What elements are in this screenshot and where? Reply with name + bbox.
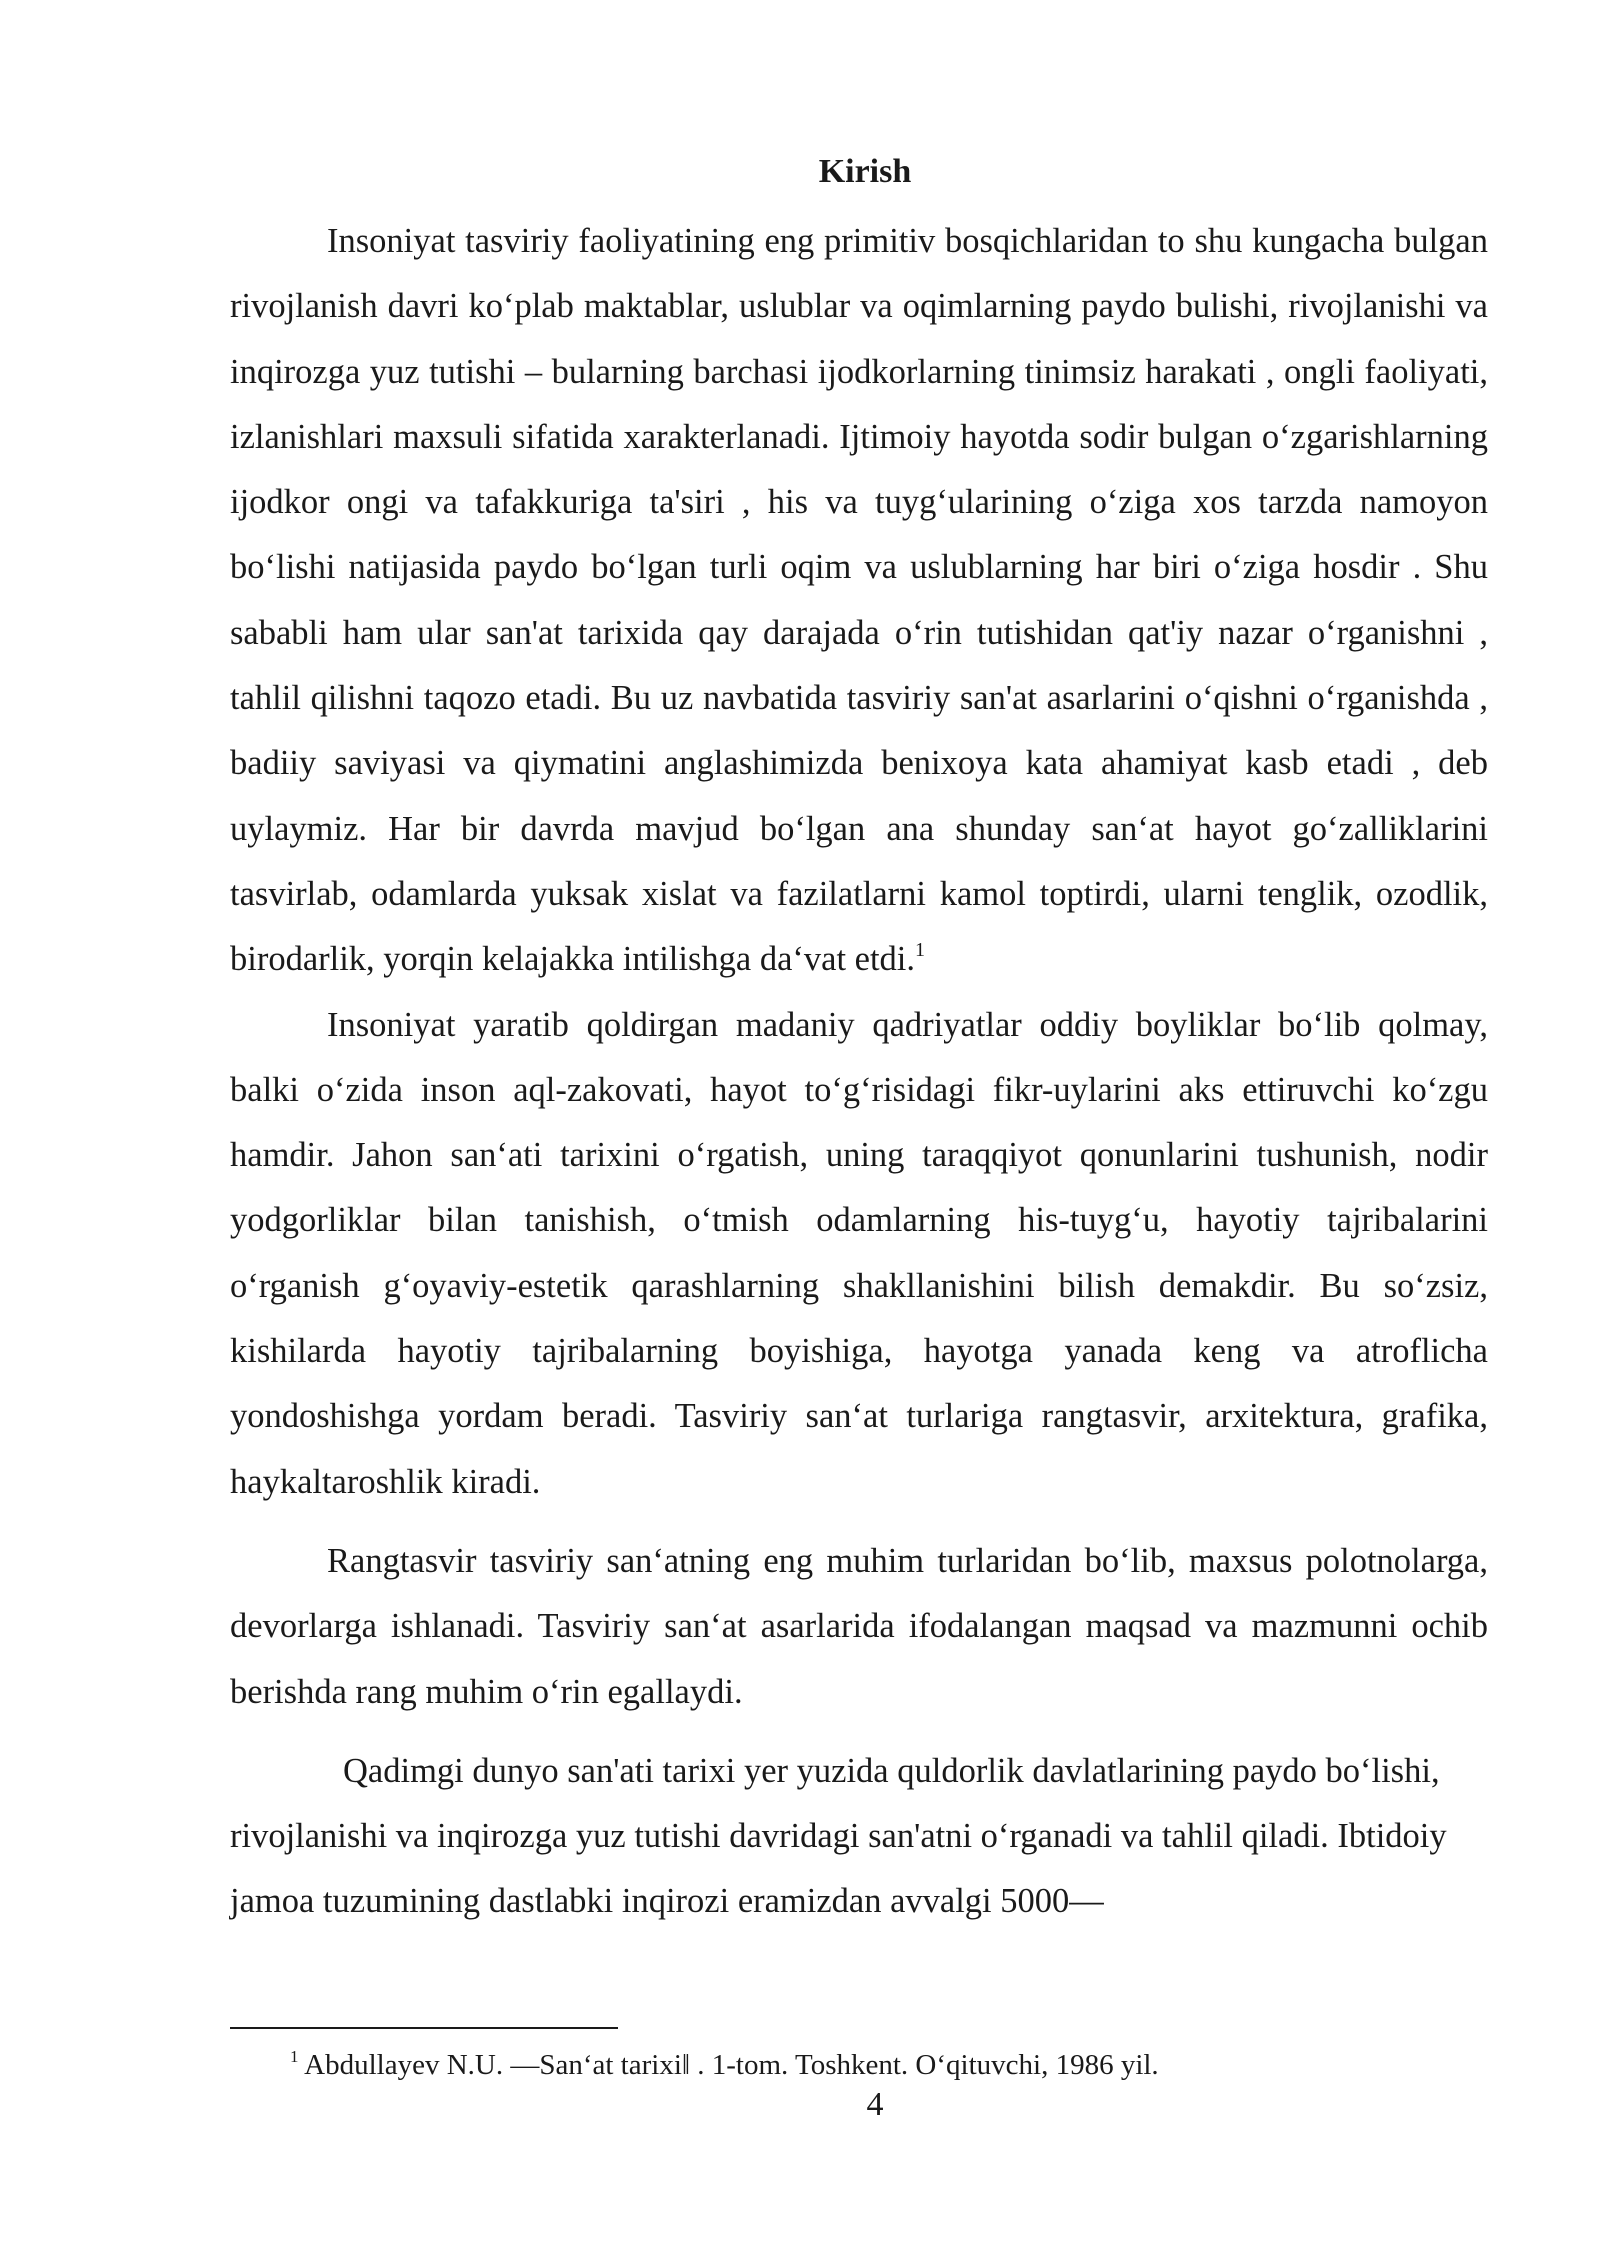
page-number: 4 (866, 2086, 884, 2123)
footnote-reference[interactable]: 1 (915, 939, 926, 962)
section-title: Kirish (818, 153, 912, 190)
paragraph-1 (230, 209, 1488, 993)
paragraph-2: Insoniyat yaratib qoldirgan madaniy qadriyatlar oddiy boyliklar bo‘lib qolmay, balki o‘zida inson aql-zakovati, hayot to‘g‘risidagi fikr-uylarini aks ettiruvchi ko‘zgu hamdir. Jahon san‘ati tarixini o‘rgatish, uning taraqqiyot qonunlarini tushunish, nodir yodgorliklar bilan tanishish, o‘tmish odamlarning his-tuyg‘u, hayotiy tajribalarini o‘rganish g‘oyaviy-estetik qarashlarning shakllanishini bilish demakdir. Bu so‘zsiz, kishilarda hayotiy tajribalarning boyishiga, hayotga yanada keng va atroflicha yondoshishga yordam beradi. Tasviriy san‘at turlariga rangtasvir, arxitektura, grafika, haykaltaroshlik kiradi. (230, 1005, 1488, 1501)
footnote (290, 2045, 1159, 2085)
paragraph-1-text: Insoniyat tasviriy faoliyatining eng primitiv bosqichlaridan to shu kungacha bulgan rivojlanish davri ko‘plab maktablar, uslublar va oqimlarning paydo bulishi, rivojlanishi va inqirozga yuz tutishi – bularning barchasi ijodkorlarning tinimsiz harakati , ongli faoliyati, izlanishlari maxsuli sifatida xarakterlanadi. Ijtimoiy hayotda sodir bulgan o‘zgarishlarning ijodkor ongi va tafakkuriga ta'siri , his va tuyg‘ularining o‘ziga xos tarzda namoyon bo‘lishi natijasida paydo bo‘lgan turli oqim va uslublarning har biri o‘ziga hosdir . Shu sababli ham ular san'at tarixida qay darajada o‘rin tutishidan qat'iy nazar o‘rganishni , tahlil qilishni taqozo etadi. Bu uz navbatida tasviriy san'at asarlarini o‘qishni o‘rganishda , badiiy saviyasi va qiymatini anglashimizda benixoya kata ahamiyat kasb etadi , deb uylaymiz. Har bir davrda mavjud bo‘lgan ana shunday san‘at hayot go‘zalliklarini tasvirlab, odamlarda yuksak xislat va fazilatlarni kamol toptirdi, ularni tenglik, ozodlik, birodarlik, yorqin kelajakka intilishga da‘vat etdi. (230, 222, 1488, 979)
paragraph-3: Rangtasvir tasviriy san‘atning eng muhim turlaridan bo‘lib, maxsus polotnolarga, devorlarga ishlanadi. Tasviriy san‘at asarlarida ifodalangan maqsad va mazmunni ochib berishda rang muhim o‘rin egallaydi. (230, 1541, 1488, 1711)
footnote-marker: 1 (290, 2047, 299, 2066)
footnote-text: Abdullayev N.U. ―San‘at tarixi‖ . 1-tom. Toshkent. O‘qituvchi, 1986 yil. (304, 2049, 1159, 2081)
paragraph-4: Qadimgi dunyo san'ati tarixi yer yuzida quldorlik davlatlarining paydo bo‘lishi, rivojlanishi va inqirozga yuz tutishi davridagi san'atni o‘rganadi va tahlil qiladi. Ibtidoiy jamoa tuzumining dastlabki inqirozi eramizdan avvalgi 5000— (230, 1751, 1447, 1921)
footnote-divider (230, 2027, 618, 2029)
body-text (230, 209, 1488, 1935)
